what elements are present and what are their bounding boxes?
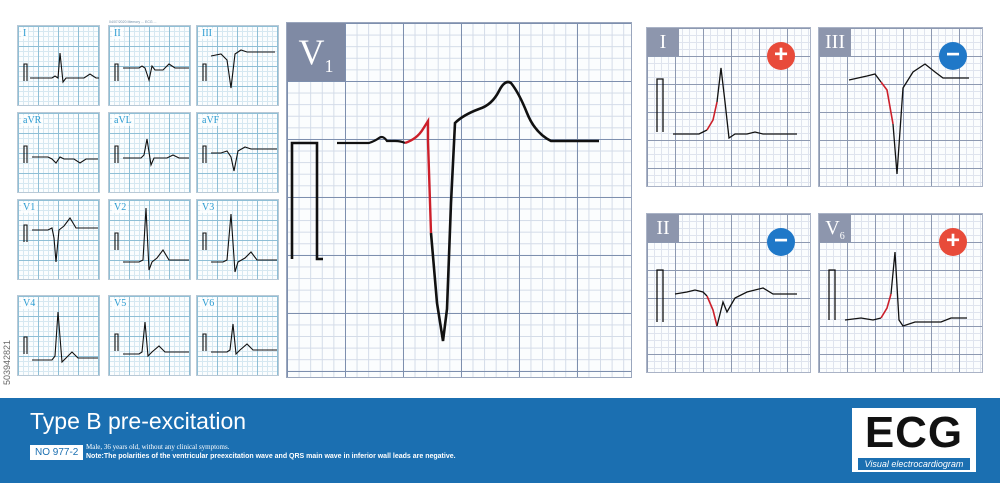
plus-icon: + <box>767 42 795 70</box>
lead-label: III <box>202 28 212 39</box>
lead-label: V1 <box>23 202 36 213</box>
ecg-trace <box>18 200 100 280</box>
ecg-trace <box>819 28 983 187</box>
lead-label: V5 <box>114 298 127 309</box>
ecg-trace <box>109 296 191 376</box>
stock-id: 503942821 <box>2 339 12 385</box>
ecg-trace <box>18 113 100 193</box>
lead-aVF-panel <box>196 112 279 193</box>
ecg-trace <box>647 214 811 373</box>
lead-label: V4 <box>23 298 36 309</box>
title-banner <box>0 398 1000 483</box>
lead-II-detail-panel <box>646 213 811 373</box>
ecg-trace <box>287 23 632 378</box>
tiny-header: 04/07/2020 Memory ... ECG ... <box>109 20 157 24</box>
lead-label: aVR <box>23 115 42 126</box>
big-lead-label: $V_1$ <box>287 23 345 81</box>
lead-label: aVL <box>114 115 132 126</box>
lead-I-panel <box>17 25 100 106</box>
ecg-trace <box>18 296 100 376</box>
lead-III-panel <box>196 25 279 106</box>
lead-label: II <box>114 28 121 39</box>
lead-V6-panel <box>196 295 279 376</box>
lead-V3-panel <box>196 199 279 280</box>
lead-III-detail-panel <box>818 27 983 187</box>
detail-lead-label: II <box>647 214 679 242</box>
lead-V2-panel <box>108 199 191 280</box>
detail-lead-label: III <box>819 28 851 56</box>
ecg-trace <box>18 26 100 106</box>
lead-label: V6 <box>202 298 215 309</box>
lead-V1-enlarged-panel <box>286 22 632 378</box>
logo-main-text: ECG <box>864 408 964 457</box>
lead-aVR-panel <box>17 112 100 193</box>
minus-icon: − <box>767 228 795 256</box>
lead-label: aVF <box>202 115 220 126</box>
lead-V1-panel <box>17 199 100 280</box>
page-title: Type B pre-excitation <box>30 408 247 434</box>
lead-II-panel <box>108 25 191 106</box>
lead-I-detail-panel <box>646 27 811 187</box>
ecg-trace <box>109 200 191 280</box>
case-number-badge: NO 977-2 <box>30 445 83 460</box>
lead-V5-panel <box>108 295 191 376</box>
ecg-trace <box>197 296 279 376</box>
detail-lead-label: I <box>647 28 679 56</box>
lead-aVL-panel <box>108 112 191 193</box>
ecg-trace <box>197 26 279 106</box>
ecg-trace <box>647 28 811 187</box>
patient-description: Male, 36 years old, without any clinical symptoms. <box>86 443 230 451</box>
lead-V6-detail-panel <box>818 213 983 373</box>
detail-lead-label: $V_6$ <box>819 214 851 242</box>
ecg-logo <box>852 408 976 472</box>
plus-icon: + <box>939 228 967 256</box>
lead-label: I <box>23 28 27 39</box>
ecg-trace <box>819 214 983 373</box>
minus-icon: − <box>939 42 967 70</box>
clinical-note: Note:The polarities of the ventricular preexcitation wave and QRS main wave in inferior wall leads are negative. <box>86 453 456 460</box>
ecg-trace <box>109 26 191 106</box>
ecg-trace <box>197 200 279 280</box>
logo-subtitle: Visual electrocardiogram <box>858 458 970 470</box>
ecg-trace <box>109 113 191 193</box>
lead-label: V2 <box>114 202 127 213</box>
ecg-trace <box>197 113 279 193</box>
lead-V4-panel <box>17 295 100 376</box>
lead-label: V3 <box>202 202 215 213</box>
